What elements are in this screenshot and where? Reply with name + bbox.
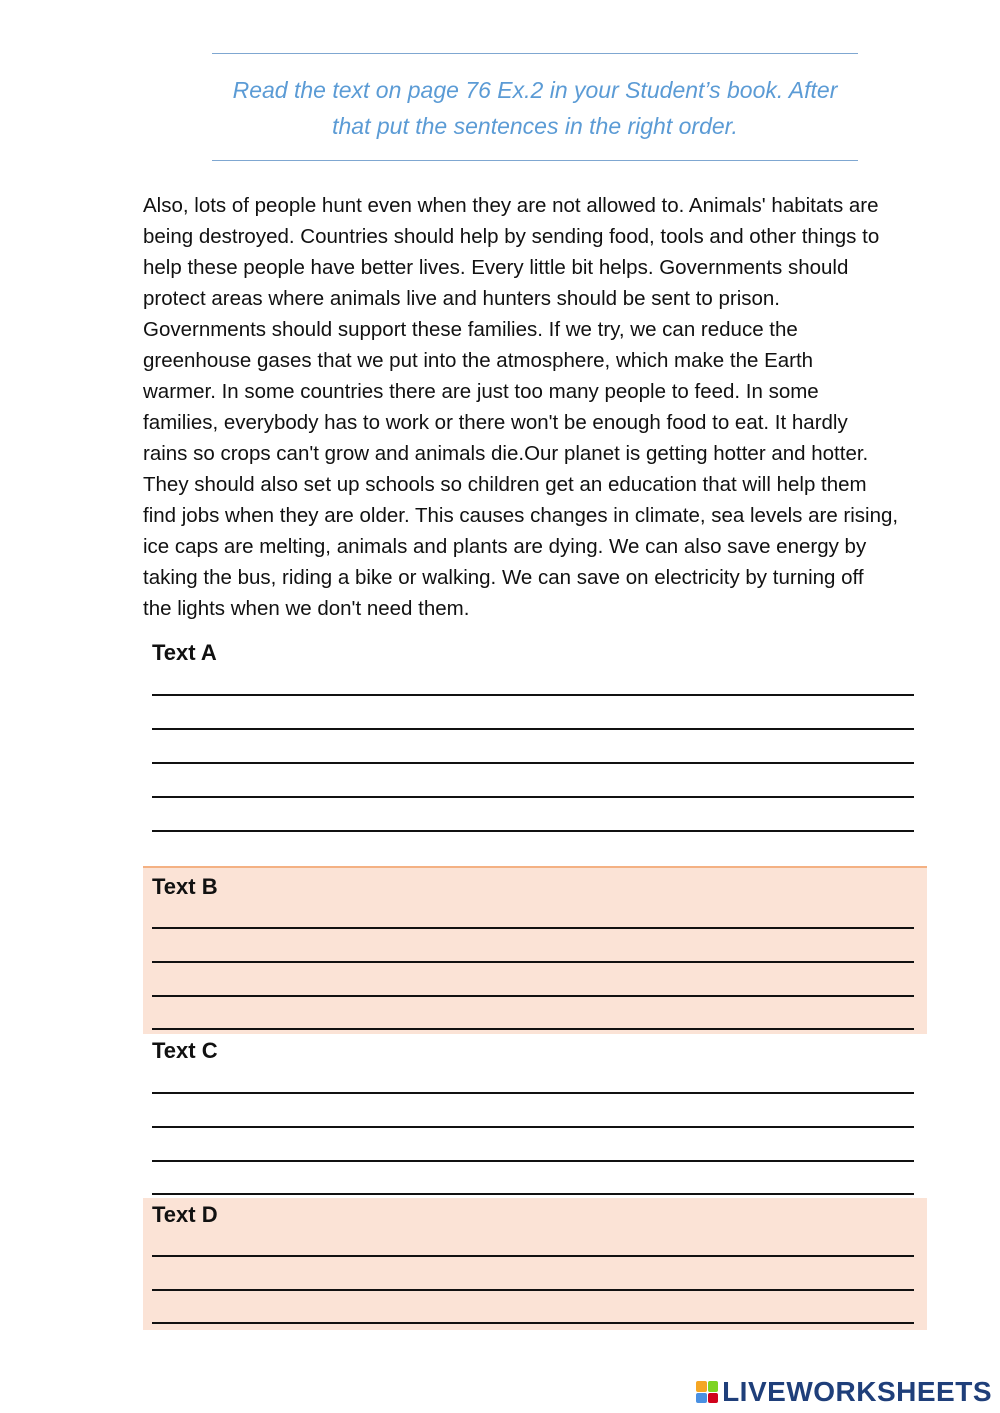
section-text-b (143, 866, 927, 1034)
passage-line: greenhouse gases that we put into the atmosphere, which make the Earth (143, 349, 814, 372)
answer-line[interactable] (152, 728, 914, 730)
section-text-d (143, 1198, 927, 1330)
answer-line[interactable] (152, 1092, 914, 1094)
liveworksheets-logo-icon (696, 1381, 718, 1403)
answer-line[interactable] (152, 1126, 914, 1128)
passage-line: They should also set up schools so children get an education that will help them (143, 473, 867, 496)
passage-line: rains so crops can't grow and animals die.Our planet is getting hotter and hotter. (143, 442, 869, 465)
passage-line: the lights when we don't need them. (143, 597, 470, 620)
passage-line: protect areas where animals live and hunters should be sent to prison. (143, 287, 781, 310)
answer-line[interactable] (152, 927, 914, 929)
passage-line: taking the bus, riding a bike or walking. We can save on electricity by turning off (143, 566, 864, 589)
section-text-a (143, 636, 927, 840)
answer-line[interactable] (152, 1255, 914, 1257)
section-title-b: Text B (152, 874, 218, 899)
passage-line: families, everybody has to work or there won't be enough food to eat. It hardly (143, 411, 848, 434)
answer-line[interactable] (152, 1160, 914, 1162)
answer-line[interactable] (152, 1193, 914, 1195)
answer-line[interactable] (152, 694, 914, 696)
passage-line: Governments should support these families. If we try, we can reduce the (143, 318, 798, 341)
answer-line[interactable] (152, 1322, 914, 1324)
answer-line[interactable] (152, 995, 914, 997)
instruction-line-1: Read the text on page 76 Ex.2 in your Student’s book. After (232, 77, 838, 103)
reading-passage (143, 190, 943, 624)
instruction-line-2: that put the sentences in the right order. (332, 113, 738, 139)
instruction-text (212, 72, 858, 144)
answer-line[interactable] (152, 796, 914, 798)
section-title-d: Text D (152, 1202, 218, 1227)
liveworksheets-logo (696, 1375, 992, 1409)
section-text-c (143, 1032, 927, 1198)
answer-line[interactable] (152, 1028, 914, 1030)
passage-line: ice caps are melting, animals and plants are dying. We can also save energy by (143, 535, 867, 558)
answer-line[interactable] (152, 1289, 914, 1291)
answer-line[interactable] (152, 961, 914, 963)
passage-line: Also, lots of people hunt even when they are not allowed to. Animals' habitats are (143, 194, 879, 217)
passage-line: warmer. In some countries there are just too many people to feed. In some (143, 380, 819, 403)
answer-line[interactable] (152, 762, 914, 764)
logo-text: LIVEWORKSHEETS (722, 1376, 992, 1407)
section-title-c: Text C (152, 1038, 218, 1063)
answer-line[interactable] (152, 830, 914, 832)
passage-line: help these people have better lives. Every little bit helps. Governments should (143, 256, 849, 279)
passage-line: being destroyed. Countries should help by sending food, tools and other things to (143, 225, 880, 248)
section-title-a: Text A (152, 640, 217, 665)
instruction-box (212, 53, 858, 161)
passage-line: find jobs when they are older. This causes changes in climate, sea levels are rising, (143, 504, 899, 527)
